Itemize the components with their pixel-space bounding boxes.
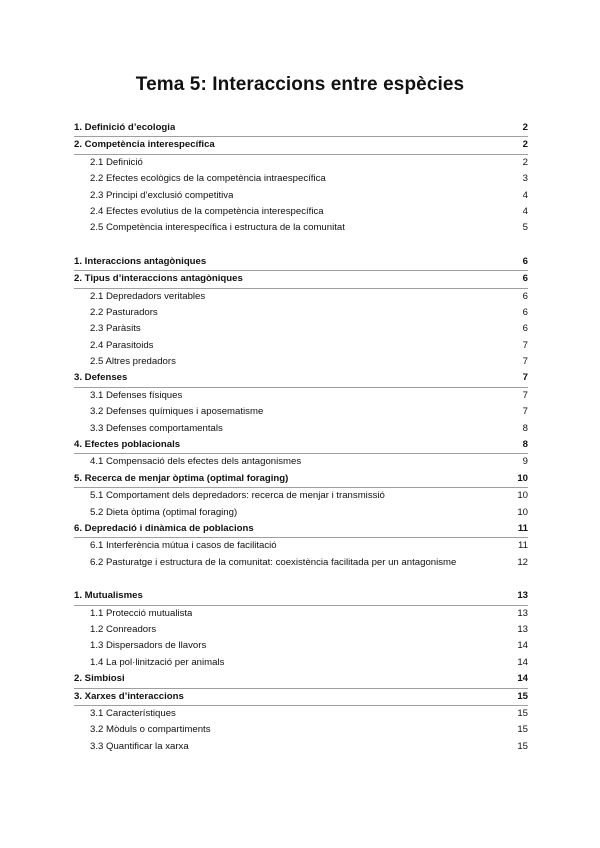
toc-heading-entry[interactable] (74, 671, 528, 688)
toc-entry-text: 2.3 Principi d’exclusió competitiva (90, 189, 234, 201)
toc-entry-text: 1.4 La pol·linització per animals (90, 656, 225, 668)
toc-page-number: 2 (522, 156, 528, 168)
toc-entry-text: 5. Recerca de menjar òptima (optimal foraging) (74, 472, 289, 484)
toc-entry-text: 2.1 Depredadors veritables (90, 290, 206, 302)
toc-page-number: 6 (522, 306, 528, 318)
table-of-contents (74, 120, 528, 755)
toc-entry-text: 2.2 Pasturadors (90, 306, 158, 318)
toc-entry-text: 3.3 Quantificar la xarxa (90, 740, 189, 752)
toc-subentry[interactable] (74, 220, 528, 236)
toc-page-number: 10 (517, 506, 528, 518)
toc-entry-text: 6.1 Interferència mútua i casos de facilitació (90, 540, 277, 552)
toc-heading-entry[interactable] (74, 437, 528, 454)
toc-heading-entry[interactable] (74, 254, 528, 271)
toc-entry-text: 4.1 Compensació dels efectes dels antagonismes (90, 456, 302, 468)
toc-entry-text: 3. Defenses (74, 372, 128, 384)
toc-page-number: 13 (517, 590, 528, 602)
toc-page-number: 14 (517, 640, 528, 652)
toc-subentry[interactable] (74, 505, 528, 521)
toc-subentry[interactable] (74, 171, 528, 187)
toc-subentry[interactable] (74, 338, 528, 354)
toc-page-number: 15 (517, 707, 528, 719)
toc-subentry[interactable] (74, 722, 528, 738)
toc-subentry[interactable] (74, 739, 528, 755)
toc-page-number: 7 (522, 356, 528, 368)
toc-page-number: 5 (522, 222, 528, 234)
toc-heading-entry[interactable] (74, 137, 528, 154)
toc-page-number: 15 (517, 690, 528, 702)
toc-entry-text: 2.5 Altres predadors (90, 356, 176, 368)
toc-entry-text: 1. Mutualismes (74, 590, 143, 602)
toc-subentry[interactable] (74, 421, 528, 437)
toc-subentry[interactable] (74, 454, 528, 470)
toc-subentry[interactable] (74, 538, 528, 554)
toc-entry-text: 2.3 Paràsits (90, 323, 141, 335)
toc-section (74, 588, 528, 755)
toc-page-number: 12 (517, 556, 528, 568)
toc-subentry[interactable] (74, 655, 528, 671)
toc-subentry[interactable] (74, 289, 528, 305)
toc-entry-text: 2.2 Efectes ecològics de la competència intraespecífica (90, 173, 326, 185)
toc-heading-entry[interactable] (74, 370, 528, 387)
toc-entry-text: 3.2 Mòduls o compartiments (90, 724, 211, 736)
toc-page-number: 10 (517, 490, 528, 502)
toc-subentry[interactable] (74, 321, 528, 337)
toc-page-number: 6 (522, 290, 528, 302)
toc-entry-text: 2.1 Definició (90, 156, 143, 168)
toc-heading-entry[interactable] (74, 471, 528, 488)
toc-page-number: 4 (522, 189, 528, 201)
toc-heading-entry[interactable] (74, 120, 528, 137)
toc-subentry[interactable] (74, 706, 528, 722)
toc-page-number: 2 (522, 122, 528, 133)
toc-entry-text: 5.2 Dieta òptima (optimal foraging) (90, 506, 238, 518)
toc-subentry[interactable] (74, 155, 528, 171)
toc-entry-text: 3.1 Defenses físiques (90, 389, 183, 401)
toc-page-number: 7 (522, 339, 528, 351)
toc-heading-entry[interactable] (74, 588, 528, 605)
toc-entry-text: 2. Competència interespecífica (74, 139, 215, 151)
toc-entry-text: 3.3 Defenses comportamentals (90, 422, 223, 434)
toc-subentry[interactable] (74, 555, 528, 571)
toc-page-number: 15 (517, 724, 528, 736)
toc-page-number: 11 (518, 540, 528, 552)
toc-page-number: 13 (517, 623, 528, 635)
toc-subentry[interactable] (74, 488, 528, 504)
toc-entry-text: 1.2 Conreadors (90, 623, 157, 635)
toc-subentry[interactable] (74, 388, 528, 404)
toc-entry-text: 5.1 Comportament dels depredadors: recerca de menjar i transmissió (90, 490, 385, 502)
toc-section (74, 120, 528, 237)
toc-entry-text: 3.2 Defenses químiques i aposematisme (90, 406, 264, 418)
toc-entry-text: 6.2 Pasturatge i estructura de la comunitat: coexistència facilitada per un antagonisme (90, 556, 457, 568)
page-title: Tema 5: Interaccions entre espècies (135, 74, 465, 95)
toc-page-number: 8 (522, 422, 528, 434)
toc-entry-text: 2.4 Parasitoids (90, 339, 154, 351)
toc-entry-text: 1. Definició d’ecologia (74, 122, 176, 133)
toc-page-number: 6 (522, 323, 528, 335)
toc-page-number: 11 (517, 522, 528, 534)
toc-entry-text: 6. Depredació i dinàmica de poblacions (74, 522, 254, 534)
toc-subentry[interactable] (74, 622, 528, 638)
toc-entry-text: 1.1 Protecció mutualista (90, 607, 193, 619)
toc-page-number: 7 (522, 389, 528, 401)
toc-page-number: 15 (517, 740, 528, 752)
toc-page-number: 7 (522, 406, 528, 418)
toc-entry-text: 3. Xarxes d’interaccions (74, 690, 184, 702)
toc-entry-text: 2.5 Competència interespecífica i estructura de la comunitat (90, 222, 345, 234)
toc-page-number: 6 (522, 255, 528, 267)
toc-entry-text: 2. Simbiosi (74, 673, 125, 685)
toc-page-number: 9 (522, 456, 528, 468)
toc-page-number: 10 (517, 472, 528, 484)
toc-subentry[interactable] (74, 204, 528, 220)
toc-page-number: 2 (522, 139, 528, 151)
toc-subentry[interactable] (74, 354, 528, 370)
toc-page-number: 13 (517, 607, 528, 619)
toc-page-number: 8 (522, 439, 528, 451)
toc-page-number: 3 (522, 173, 528, 185)
toc-page-number: 4 (522, 205, 528, 217)
toc-entry-text: 1.3 Dispersadors de llavors (90, 640, 207, 652)
toc-entry-text: 1. Interaccions antagòniques (74, 255, 207, 267)
toc-page-number: 14 (517, 656, 528, 668)
toc-heading-entry[interactable] (74, 271, 528, 288)
toc-page-number: 6 (522, 273, 528, 285)
toc-subentry[interactable] (74, 404, 528, 420)
toc-entry-text: 2. Tipus d’interaccions antagòniques (74, 273, 243, 285)
toc-heading-entry[interactable] (74, 521, 528, 538)
toc-subentry[interactable] (74, 606, 528, 622)
toc-subentry[interactable] (74, 188, 528, 204)
toc-heading-entry[interactable] (74, 689, 528, 706)
toc-entry-text: 4. Efectes poblacionals (74, 439, 181, 451)
toc-entry-text: 3.1 Característiques (90, 707, 176, 719)
toc-page-number: 14 (517, 673, 528, 685)
toc-subentry[interactable] (74, 638, 528, 654)
toc-entry-text: 2.4 Efectes evolutius de la competència interespecífica (90, 205, 324, 217)
toc-page-number: 7 (522, 372, 528, 384)
toc-subentry[interactable] (74, 305, 528, 321)
toc-section (74, 254, 528, 571)
